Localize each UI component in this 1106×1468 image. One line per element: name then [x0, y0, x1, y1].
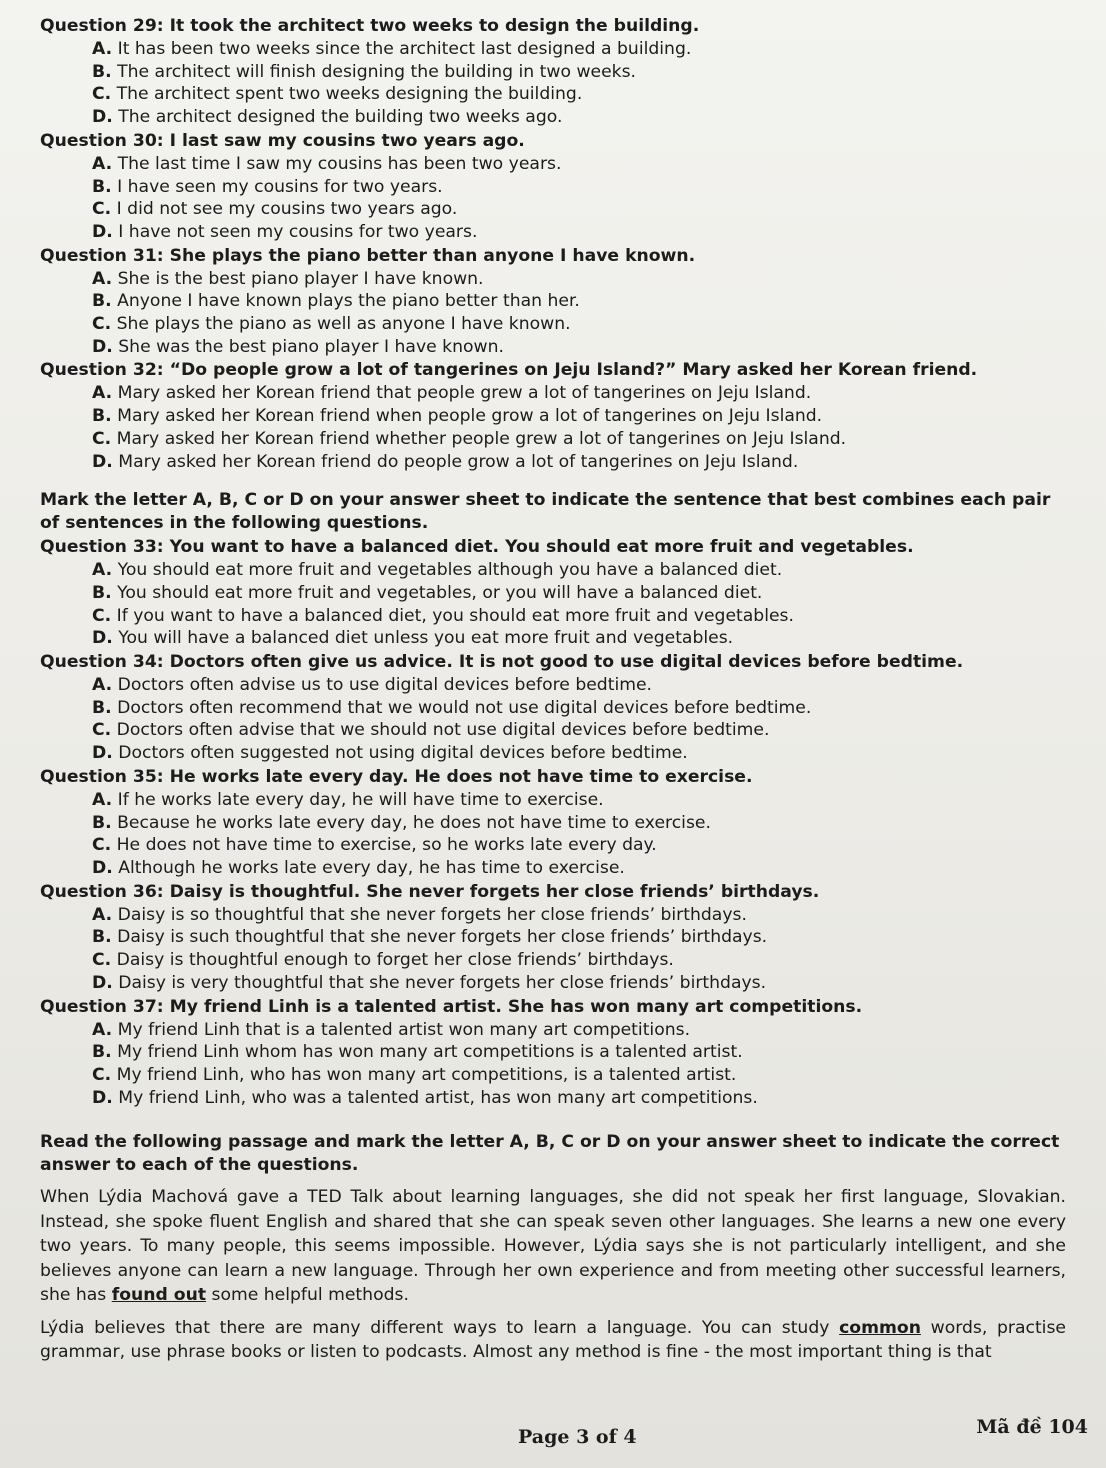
option-letter: D. [92, 221, 113, 242]
answer-option [40, 313, 1066, 336]
option-letter: D. [92, 743, 113, 764]
question [40, 995, 1066, 1110]
exam-code: Mã đề 104 [976, 1416, 1088, 1438]
option-text: Anyone I have known plays the piano better than her. [117, 291, 580, 312]
option-letter: B. [92, 812, 112, 833]
answer-option [40, 336, 1066, 359]
option-letter: A. [92, 904, 113, 925]
answer-option [40, 1087, 1066, 1110]
question-text: My friend Linh is a talented artist. She has won many art competitions. [169, 996, 863, 1017]
option-text: If you want to have a balanced diet, you should eat more fruit and vegetables. [116, 605, 794, 626]
question-text: “Do people grow a lot of tangerines on Jeju Island?” Mary asked her Korean friend. [169, 360, 978, 381]
answer-option [40, 153, 1066, 176]
question [40, 14, 1066, 129]
option-letter: B. [92, 61, 112, 82]
option-text: Daisy is thoughtful enough to forget her close friends’ birthdays. [116, 950, 674, 971]
option-text: Doctors often suggested not using digital devices before bedtime. [118, 743, 688, 764]
option-text: The architect spent two weeks designing the building. [116, 84, 583, 105]
option-text: You will have a balanced diet unless you eat more fruit and vegetables. [118, 628, 734, 649]
answer-option [40, 428, 1066, 451]
reading-passage [40, 1185, 1066, 1365]
question-text: You want to have a balanced diet. You should eat more fruit and vegetables. [169, 537, 914, 558]
passage-text: When Lýdia Machová gave a TED Talk about learning languages, she did not speak her first language, Slovakian. Instead, she spoke fluent English and shared that she can speak seven other languages. She learns a new one every two years. To many people, this seems impossible. However, Lýdia says she is not particularly intelligent, and she believes anyone can learn a new language. Through her own experience and from meeting other successful learners, she has [40, 1187, 1066, 1306]
question [40, 244, 1066, 359]
option-letter: D. [92, 451, 113, 472]
question-number: Question 32: [40, 360, 164, 381]
option-text: Doctors often advise us to use digital devices before bedtime. [117, 675, 653, 696]
option-letter: D. [92, 336, 113, 357]
answer-option [40, 1041, 1066, 1064]
question-text: I last saw my cousins two years ago. [169, 130, 525, 151]
option-text: The last time I saw my cousins has been two years. [117, 153, 562, 174]
option-letter: C. [92, 84, 112, 105]
option-text: He does not have time to exercise, so he works late every day. [116, 835, 657, 856]
option-text: You should eat more fruit and vegetables, or you will have a balanced diet. [117, 582, 763, 603]
option-text: I have not seen my cousins for two years. [118, 221, 478, 242]
question-stem [40, 129, 1066, 153]
option-text: My friend Linh, who has won many art competitions, is a talented artist. [116, 1064, 737, 1085]
underlined-phrase: found out [111, 1285, 207, 1306]
option-letter: B. [92, 406, 112, 427]
option-letter: C. [92, 199, 112, 220]
answer-option [40, 742, 1066, 765]
passage-text: words, practise grammar, use phrase books or listen to podcasts. Almost any method is fine - the most important thing is that [40, 1317, 1066, 1363]
question-stem [40, 244, 1066, 268]
option-letter: D. [92, 107, 113, 128]
option-letter: B. [92, 927, 112, 948]
question-group-combine [40, 535, 1066, 1109]
question [40, 535, 1066, 650]
answer-option [40, 627, 1066, 650]
option-letter: A. [92, 153, 113, 174]
option-letter: D. [92, 1087, 113, 1108]
answer-option [40, 61, 1066, 84]
option-text: Daisy is so thoughtful that she never forgets her close friends’ birthdays. [117, 904, 747, 925]
question-group-rewrite [40, 14, 1066, 473]
option-text: My friend Linh that is a talented artist won many art competitions. [117, 1019, 691, 1040]
option-letter: D. [92, 857, 113, 878]
answer-option [40, 1019, 1066, 1042]
option-letter: A. [92, 383, 113, 404]
option-text: She is the best piano player I have known. [117, 268, 484, 289]
option-text: My friend Linh, who was a talented artist, has won many art competitions. [118, 1087, 758, 1108]
option-letter: B. [92, 697, 112, 718]
question-text: Doctors often give us advice. It is not good to use digital devices before bedtime. [169, 652, 964, 673]
answer-option [40, 38, 1066, 61]
option-text: Mary asked her Korean friend that people grew a lot of tangerines on Jeju Island. [117, 383, 812, 404]
answer-option [40, 582, 1066, 605]
option-letter: A. [92, 39, 113, 59]
option-text: Doctors often advise that we should not use digital devices before bedtime. [116, 720, 770, 741]
page-number: Page 3 of 4 [518, 1426, 637, 1448]
question [40, 358, 1066, 473]
question [40, 880, 1066, 995]
answer-option [40, 559, 1066, 582]
question-number: Question 30: [40, 130, 164, 151]
option-text: Mary asked her Korean friend whether people grew a lot of tangerines on Jeju Island. [116, 428, 847, 449]
answer-option [40, 268, 1066, 291]
question-stem [40, 880, 1066, 904]
option-letter: C. [92, 314, 112, 335]
answer-option [40, 926, 1066, 949]
answer-option [40, 857, 1066, 880]
question [40, 765, 1066, 880]
page-footer [0, 1416, 1106, 1456]
question-stem [40, 535, 1066, 559]
answer-option [40, 812, 1066, 835]
question-stem [40, 14, 1066, 38]
question-number: Question 29: [40, 16, 164, 36]
option-letter: B. [92, 291, 112, 312]
answer-option [40, 674, 1066, 697]
question-number: Question 31: [40, 245, 164, 266]
option-text: Because he works late every day, he does not have time to exercise. [117, 812, 711, 833]
option-letter: B. [92, 176, 112, 197]
question-number: Question 35: [40, 766, 164, 787]
option-letter: A. [92, 268, 113, 289]
question-number: Question 33: [40, 537, 164, 558]
option-letter: A. [92, 789, 113, 810]
option-letter: B. [92, 582, 112, 603]
option-letter: C. [92, 605, 112, 626]
instruction-passage: Read the following passage and mark the letter A, B, C or D on your answer sheet to indicate the correct answer to each of the questions. [40, 1132, 1060, 1176]
question-number: Question 37: [40, 996, 164, 1017]
option-text: Mary asked her Korean friend when people grow a lot of tangerines on Jeju Island. [117, 406, 823, 427]
answer-option [40, 106, 1066, 129]
answer-option [40, 198, 1066, 221]
option-letter: C. [92, 428, 112, 449]
question-number: Question 34: [40, 652, 164, 673]
option-letter: B. [92, 1042, 112, 1063]
question-stem [40, 765, 1066, 789]
option-letter: D. [92, 972, 113, 993]
option-letter: C. [92, 720, 112, 741]
answer-option [40, 904, 1066, 927]
answer-option [40, 83, 1066, 106]
option-letter: A. [92, 675, 113, 696]
answer-option [40, 697, 1066, 720]
option-text: It has been two weeks since the architect last designed a building. [117, 39, 692, 59]
answer-option [40, 451, 1066, 474]
passage-paragraph [40, 1316, 1066, 1365]
question-text: Daisy is thoughtful. She never forgets her close friends’ birthdays. [169, 881, 820, 902]
answer-option [40, 176, 1066, 199]
answer-option [40, 719, 1066, 742]
option-text: She plays the piano as well as anyone I have known. [116, 314, 571, 335]
answer-option [40, 972, 1066, 995]
option-text: The architect will finish designing the building in two weeks. [117, 61, 637, 82]
question [40, 650, 1066, 765]
option-text: Doctors often recommend that we would not use digital devices before bedtime. [117, 697, 812, 718]
answer-option [40, 382, 1066, 405]
option-letter: A. [92, 1019, 113, 1040]
option-text: If he works late every day, he will have time to exercise. [117, 789, 604, 810]
option-letter: D. [92, 628, 113, 649]
question-stem [40, 358, 1066, 382]
question-text: He works late every day. He does not have time to exercise. [169, 766, 753, 787]
answer-option [40, 789, 1066, 812]
option-text: Although he works late every day, he has time to exercise. [118, 857, 625, 878]
answer-option [40, 290, 1066, 313]
option-letter: C. [92, 1064, 112, 1085]
option-letter: C. [92, 950, 112, 971]
option-text: My friend Linh whom has won many art competitions is a talented artist. [117, 1042, 743, 1063]
question [40, 129, 1066, 244]
answer-option [40, 221, 1066, 244]
option-text: The architect designed the building two weeks ago. [118, 107, 563, 128]
option-letter: A. [92, 560, 113, 581]
question-number: Question 36: [40, 881, 164, 902]
passage-text: Lýdia believes that there are many different ways to learn a language. You can study [40, 1317, 830, 1338]
option-text: I have seen my cousins for two years. [117, 176, 443, 197]
passage-text: some helpful methods. [211, 1285, 409, 1306]
option-text: I did not see my cousins two years ago. [116, 199, 458, 220]
underlined-word: common [839, 1317, 921, 1338]
option-text: You should eat more fruit and vegetables although you have a balanced diet. [117, 560, 783, 581]
option-text: Mary asked her Korean friend do people grow a lot of tangerines on Jeju Island. [118, 451, 799, 472]
question-text: It took the architect two weeks to design the building. [169, 16, 700, 36]
option-text: Daisy is such thoughtful that she never forgets her close friends’ birthdays. [117, 927, 768, 948]
instruction-combine: Mark the letter A, B, C or D on your answer sheet to indicate the sentence that best combines each pair of sentences in the following questions. [40, 490, 1051, 534]
question-text: She plays the piano better than anyone I have known. [169, 245, 696, 266]
question-stem [40, 995, 1066, 1019]
option-text: She was the best piano player I have known. [118, 336, 504, 357]
option-letter: C. [92, 835, 112, 856]
passage-paragraph [40, 1185, 1066, 1308]
answer-option [40, 1064, 1066, 1087]
option-text: Daisy is very thoughtful that she never forgets her close friends’ birthdays. [118, 972, 767, 993]
question-stem [40, 650, 1066, 674]
answer-option [40, 834, 1066, 857]
answer-option [40, 405, 1066, 428]
answer-option [40, 605, 1066, 628]
answer-option [40, 949, 1066, 972]
